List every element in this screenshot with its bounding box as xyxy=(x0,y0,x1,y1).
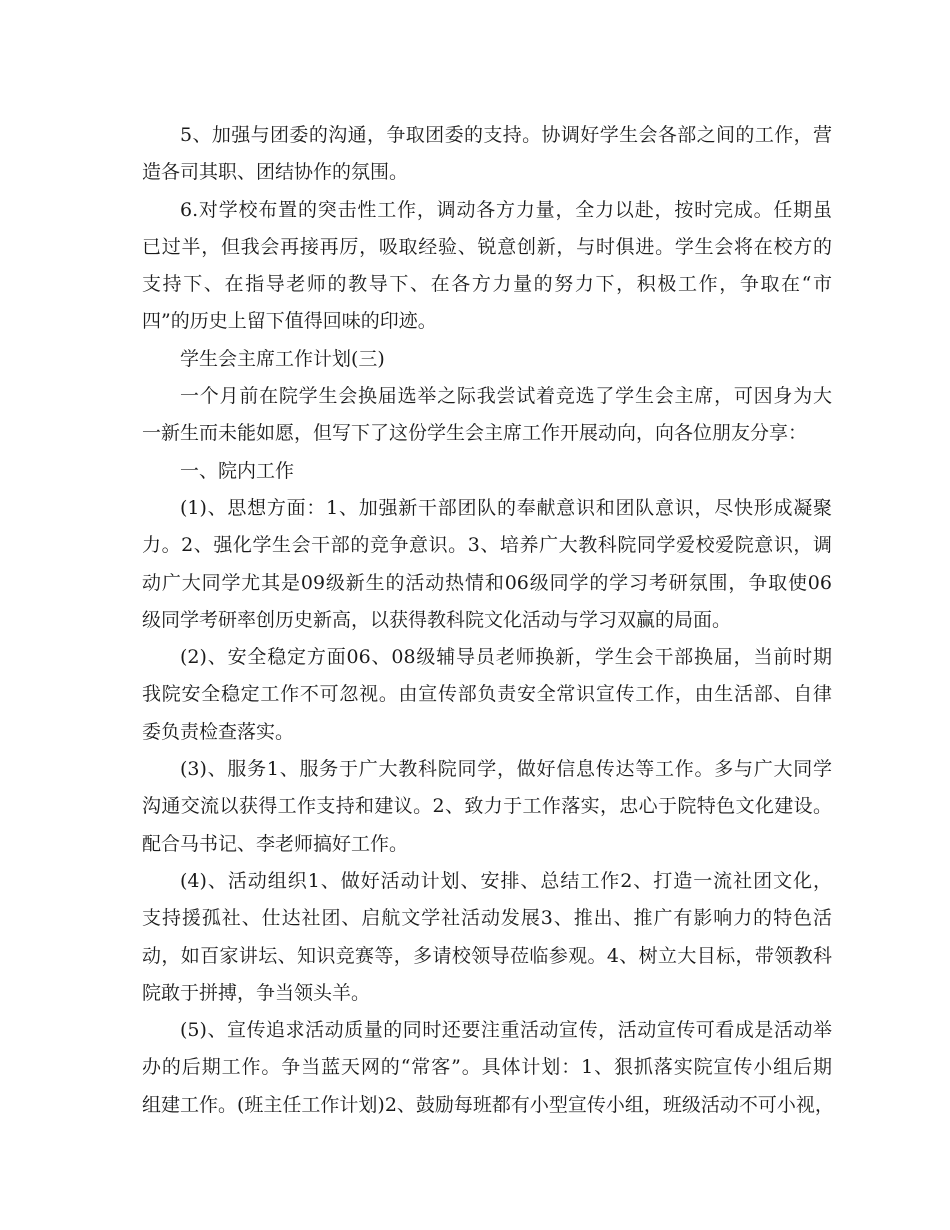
text-line: 动广大同学尤其是09级新生的活动热情和06级同学的学习考研氛围，争取使06 xyxy=(142,571,832,594)
text-line: (3)、服务1、服务于广大教科院同学，做好信息传达等工作。多与广大同学 xyxy=(180,758,832,781)
text-line: 造各司其职、团结协作的氛围。 xyxy=(142,161,409,184)
text-line: 力。2、强化学生会干部的竞争意识。3、培养广大教科院同学爱校爱院意识，调 xyxy=(142,534,832,557)
text-line: 支持援孤社、仕达社团、启航文学社活动发展3、推出、推广有影响力的特色活 xyxy=(142,907,832,930)
text-line: 沟通交流以获得工作支持和建议。2、致力于工作落实，忠心于院特色文化建设。 xyxy=(142,795,832,818)
text-line: (1)、思想方面：1、加强新干部团队的奉献意识和团队意识，尽快形成凝聚 xyxy=(180,496,832,519)
text-line: 我院安全稳定工作不可忽视。由宣传部负责安全常识宣传工作，由生活部、自律 xyxy=(142,683,832,706)
text-line: 一、院内工作 xyxy=(180,459,295,482)
text-line: 学生会主席工作计划(三) xyxy=(180,347,385,370)
text-line: 6.对学校布置的突击性工作，调动各方力量，全力以赴，按时完成。任期虽 xyxy=(180,198,832,221)
text-line: 四”的历史上留下值得回味的印迹。 xyxy=(142,310,437,333)
text-line: (5)、宣传追求活动质量的同时还要注重活动宣传，活动宣传可看成是活动举 xyxy=(180,1019,832,1042)
document-body xyxy=(142,117,832,1124)
text-line: 5、加强与团委的沟通，争取团委的支持。协调好学生会各部之间的工作，营 xyxy=(180,124,832,146)
text-line: 动，如百家讲坛、知识竞赛等，多请校领导莅临参观。4、树立大目标，带领教科 xyxy=(142,944,832,967)
text-line: 一个月前在院学生会换届选举之际我尝试着竞选了学生会主席，可因身为大 xyxy=(180,385,832,408)
text-line: 已过半，但我会再接再厉，吸取经验、锐意创新，与时俱进。学生会将在校方的 xyxy=(142,235,832,258)
text-line: 支持下、在指导老师的教导下、在各方力量的努力下，积极工作，争取在“市 xyxy=(142,273,832,296)
text-line: (2)、安全稳定方面06、08级辅导员老师换新，学生会干部换届，当前时期 xyxy=(180,646,832,669)
text-line: 级同学考研率创历史新高，以获得教科院文化活动与学习双赢的局面。 xyxy=(142,608,732,631)
text-line: 办的后期工作。争当蓝天网的“常客”。具体计划：1、狠抓落实院宣传小组后期 xyxy=(142,1056,832,1079)
text-line: 配合马书记、李老师搞好工作。 xyxy=(142,832,409,855)
text-line: 院敢于拼搏，争当领头羊。 xyxy=(142,981,371,1004)
text-line: 委负责检查落实。 xyxy=(142,720,295,743)
text-line: 一新生而未能如愿，但写下了这份学生会主席工作开展动向，向各位朋友分享： xyxy=(142,422,808,445)
text-line: 组建工作。(班主任工作计划)2、鼓励每班都有小型宣传小组，班级活动不可小视， xyxy=(142,1093,834,1116)
text-line: (4)、活动组织1、做好活动计划、安排、总结工作2、打造一流社团文化， xyxy=(180,869,832,892)
